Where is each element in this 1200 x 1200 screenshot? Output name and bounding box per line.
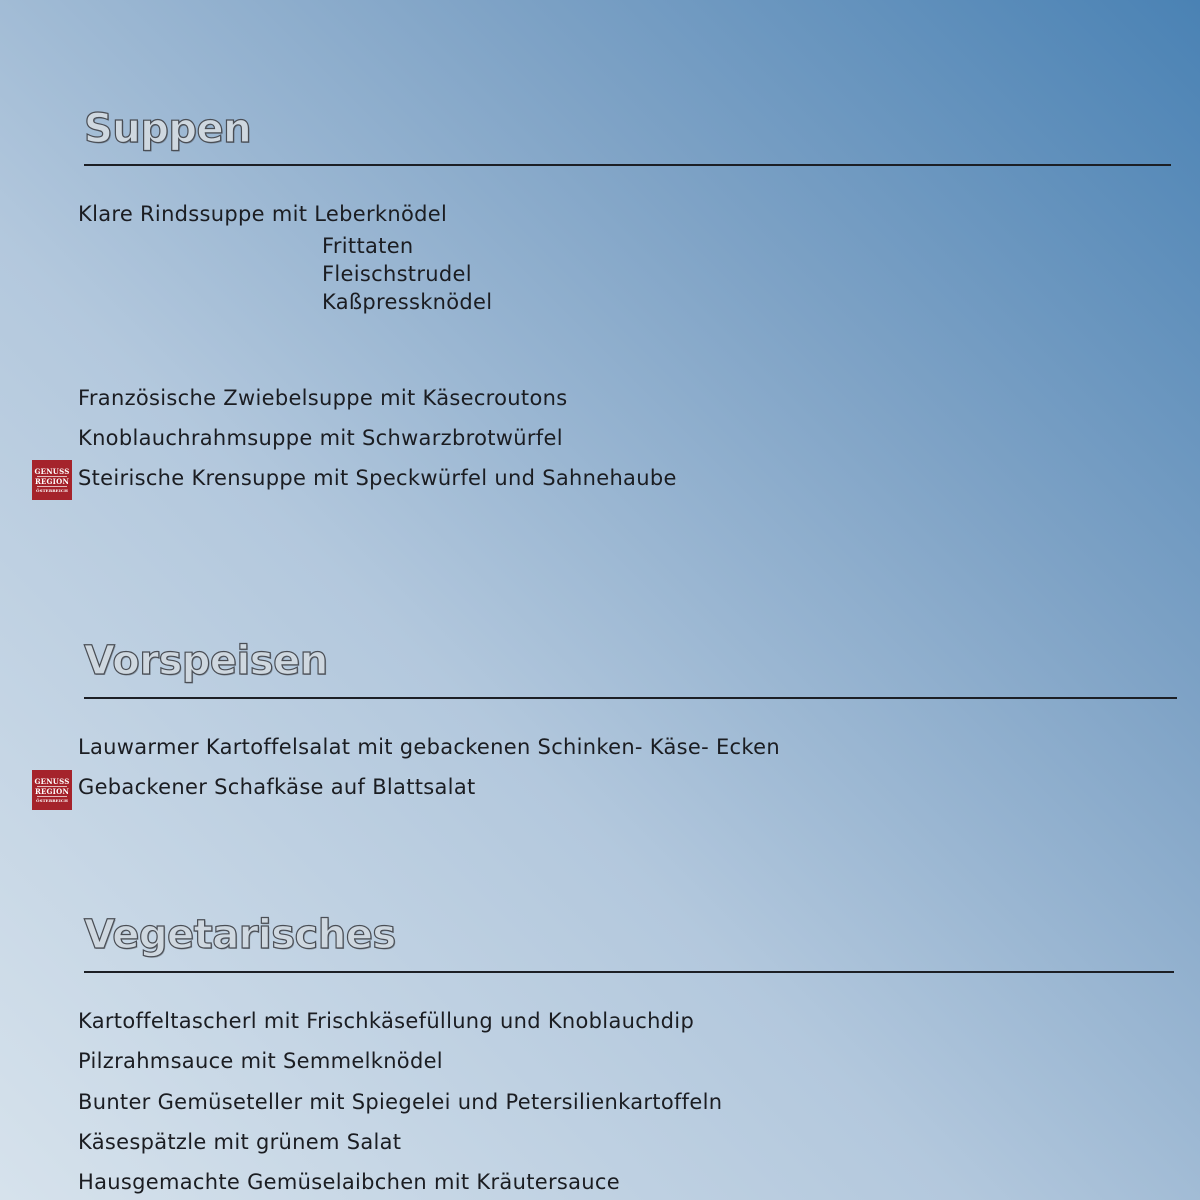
menu-sub-item: Kaßpressknödel <box>322 290 493 314</box>
menu-item: Bunter Gemüseteller mit Spiegelei und Petersilienkartoffeln <box>78 1090 723 1114</box>
menu-sub-item: Frittaten <box>322 234 414 258</box>
genuss-region-badge-icon: GENUSS REGION ÖSTERREICH <box>32 770 72 810</box>
menu-item: Käsespätzle mit grünem Salat <box>78 1130 402 1154</box>
menu-item: Pilzrahmsauce mit Semmelknödel <box>78 1049 443 1073</box>
section-heading-vorspeisen: Vorspeisen <box>84 638 328 684</box>
menu-item: Lauwarmer Kartoffelsalat mit gebackenen Schinken- Käse- Ecken <box>78 735 780 759</box>
menu-item: Steirische Krensuppe mit Speckwürfel und Sahnehaube <box>78 466 677 490</box>
section-divider <box>84 697 1177 699</box>
menu-item: Hausgemachte Gemüselaibchen mit Kräutersauce <box>78 1170 620 1194</box>
section-divider <box>84 971 1174 973</box>
section-divider <box>84 164 1171 166</box>
menu-item: Klare Rindssuppe mit Leberknödel <box>78 202 448 226</box>
menu-item: Kartoffeltascherl mit Frischkäsefüllung und Knoblauchdip <box>78 1009 695 1033</box>
menu-sub-item: Fleischstrudel <box>322 262 472 286</box>
menu-item: Französische Zwiebelsuppe mit Käsecroutons <box>78 386 568 410</box>
genuss-region-badge-icon: GENUSS REGION ÖSTERREICH <box>32 460 72 500</box>
menu-item: Knoblauchrahmsuppe mit Schwarzbrotwürfel <box>78 426 563 450</box>
menu-item: Gebackener Schafkäse auf Blattsalat <box>78 775 476 799</box>
section-heading-vegetarisches: Vegetarisches <box>84 912 396 958</box>
section-heading-suppen: Suppen <box>84 106 252 152</box>
